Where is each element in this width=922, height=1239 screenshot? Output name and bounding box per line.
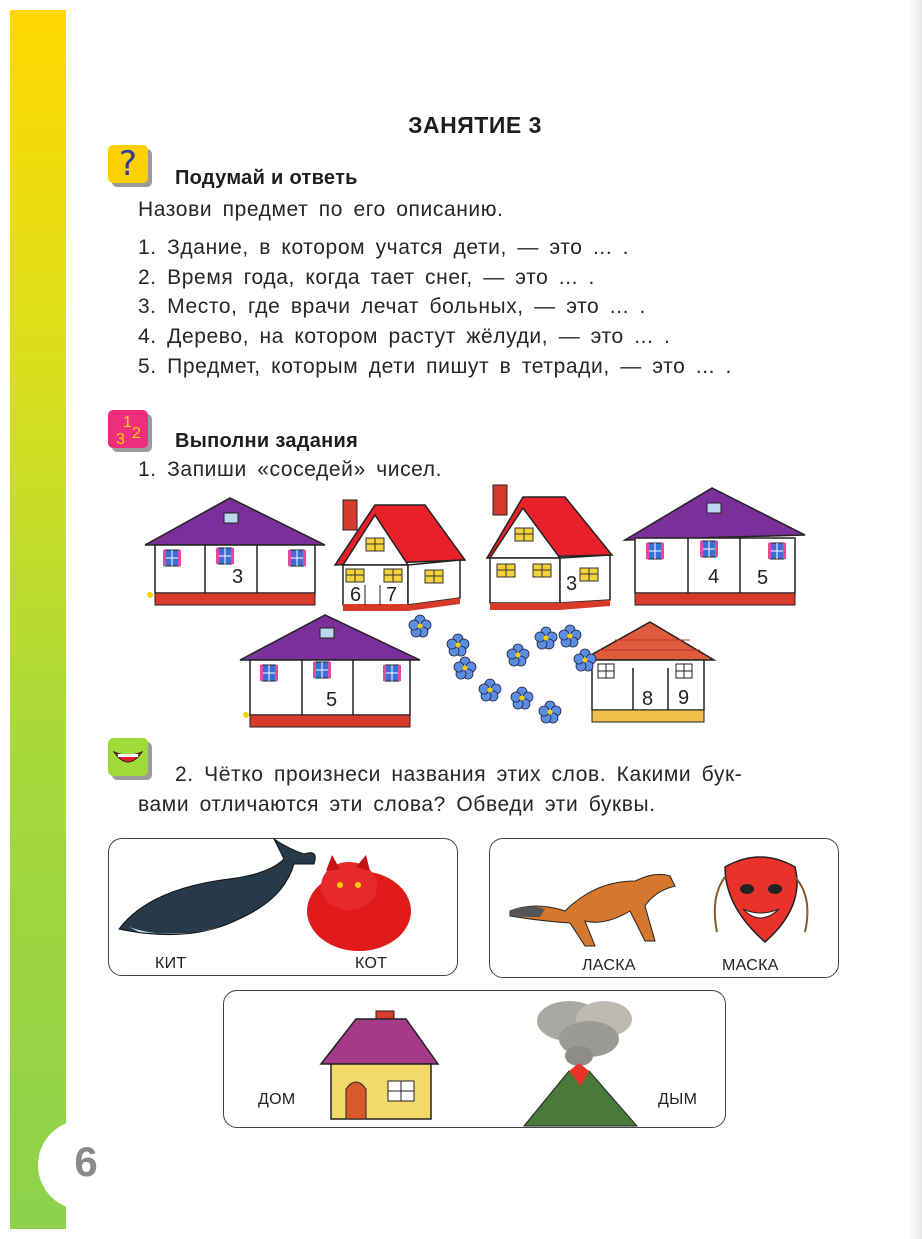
section2-title: Выполни задания xyxy=(175,430,359,452)
house-icon xyxy=(316,1009,441,1127)
house-1-number: 3 xyxy=(232,566,244,588)
mask-icon xyxy=(705,847,820,952)
house-4 xyxy=(625,488,805,605)
svg-text:2: 2 xyxy=(132,425,141,442)
section1-intro: Назови предмет по его описанию. xyxy=(138,198,504,221)
weasel-icon xyxy=(505,851,680,951)
task2-line1: 2. Чётко произнеси названия этих слов. Какими бук- xyxy=(175,763,743,786)
house-4-number-b: 5 xyxy=(757,567,769,589)
svg-text:1: 1 xyxy=(123,414,132,431)
task2-line2: вами отличаются эти слова? Обведи эти буквы. xyxy=(138,793,656,816)
house-6-number-a: 8 xyxy=(642,688,654,710)
house-5-number: 5 xyxy=(326,689,338,711)
smile-mouth-icon xyxy=(108,738,148,776)
house-4-number-a: 4 xyxy=(708,566,720,588)
page-number: 6 xyxy=(74,1138,98,1185)
word-dom: ДОМ xyxy=(258,1091,296,1108)
word-laska: ЛАСКА xyxy=(582,957,636,974)
house-2-number-a: 6 xyxy=(350,584,362,606)
house-2-number-b: 7 xyxy=(386,584,398,606)
section1-item-1: 1. Здание, в котором учатся дети, — это ... . xyxy=(138,236,630,259)
section1-item-2: 2. Время года, когда тает снег, — это ... . xyxy=(138,266,595,289)
question-mark-icon: ? xyxy=(108,145,148,183)
word-kit: КИТ xyxy=(155,955,187,972)
task1-text: 1. Запиши «соседей» чисел. xyxy=(138,458,443,481)
section1-item-3: 3. Место, где врачи лечат больных, — это ... . xyxy=(138,295,646,318)
cat-icon xyxy=(304,851,414,956)
svg-text:3: 3 xyxy=(116,431,125,448)
word-maska: МАСКА xyxy=(722,957,779,974)
house-6-number-b: 9 xyxy=(678,687,690,709)
lesson-title: ЗАНЯТИЕ 3 xyxy=(408,112,542,138)
house-6 xyxy=(582,622,714,722)
word-dym: ДЫМ xyxy=(658,1091,698,1108)
house-5 xyxy=(240,615,420,727)
word-pair-frame-dom-dym xyxy=(223,990,726,1128)
section1-item-5: 5. Предмет, которым дети пишут в тетради, — это ... . xyxy=(138,355,732,378)
word-kot: КОТ xyxy=(355,955,388,972)
house-1 xyxy=(145,498,325,605)
word-pair-frame-kit-kot xyxy=(108,838,458,976)
house-3-number: 3 xyxy=(566,573,578,595)
section1-item-4: 4. Дерево, на котором растут жёлуди, — это ... . xyxy=(138,325,671,348)
section1-title: Подумай и ответь xyxy=(175,167,358,189)
word-pair-frame-laska-maska xyxy=(489,838,839,978)
house-3 xyxy=(487,485,612,610)
house-2 xyxy=(335,500,465,611)
volcano-smoke-icon xyxy=(519,991,644,1129)
flowers-path xyxy=(409,615,596,723)
